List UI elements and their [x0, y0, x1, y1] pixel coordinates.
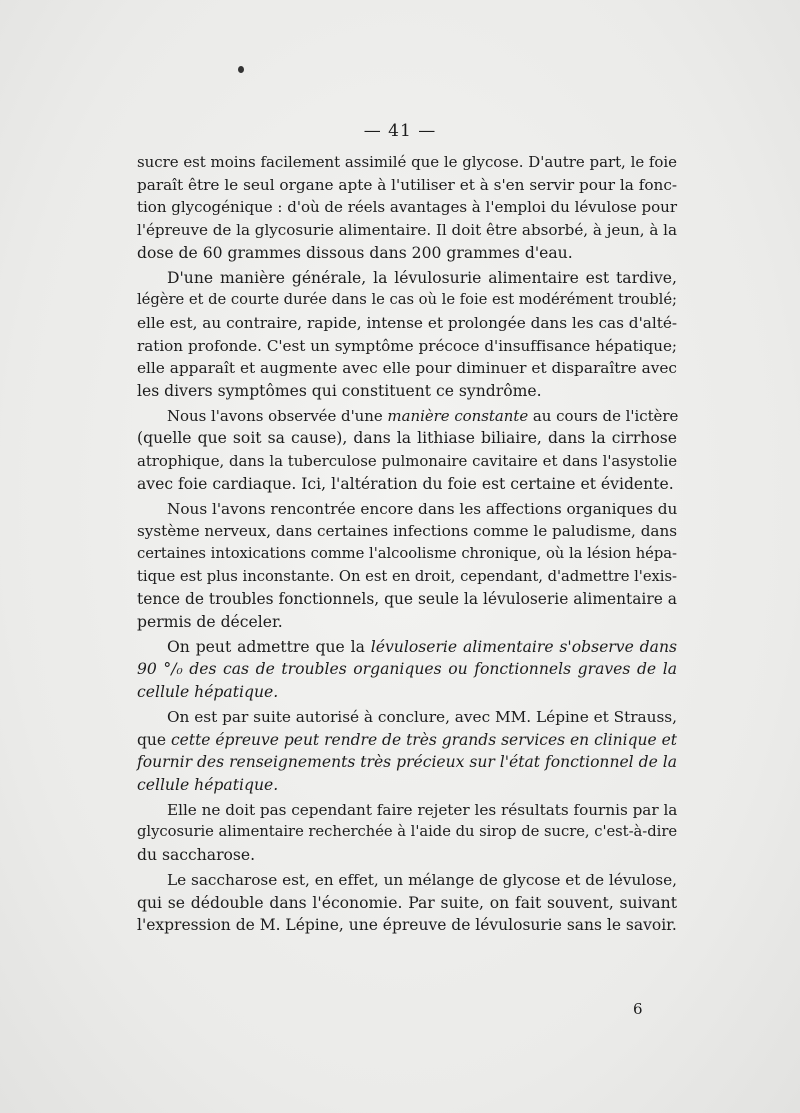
text-line: paraît être le seul organe apte à l'utiliser et à s'en servir pour la fonc-: [137, 175, 677, 194]
text-line: Le saccharose est, en effet, un mélange de glycose et de lévulose,: [167, 870, 677, 889]
emphasis-text: cellule hépatique.: [137, 775, 279, 794]
paragraph-4: [137, 498, 677, 634]
emphasis-text: fournir des renseignements très précieux sur l'état fonctionnel de la: [137, 753, 677, 772]
paragraph-3: [137, 405, 677, 496]
text-run: que: [137, 730, 171, 749]
text-line: du saccharose.: [137, 846, 256, 865]
text-line: qui se dédouble dans l'économie. Par suite, on fait souvent, suivant: [137, 893, 677, 912]
text-line: légère et de courte durée dans le cas où le foie est modérément troublé;: [137, 291, 677, 309]
body-text: [137, 151, 677, 937]
text-line: permis de déceler.: [137, 613, 283, 632]
text-line: atrophique, dans la tuberculose pulmonaire cavitaire et dans l'asystolie: [137, 452, 677, 471]
text-line: Nous l'avons rencontrée encore dans les affections organiques du: [167, 499, 678, 518]
text-line: [137, 774, 677, 797]
ink-speck: [238, 66, 244, 73]
paragraph-5: [137, 636, 677, 704]
paragraph-2: [137, 267, 677, 403]
signature-mark: 6: [633, 1000, 643, 1018]
text-line: dose de 60 grammes dissous dans 200 grammes d'eau.: [137, 243, 573, 262]
text-line: glycosurie alimentaire recherchée à l'aide du sirop de sucre, c'est-à-dire: [137, 823, 678, 841]
text-line: [137, 729, 677, 752]
text-line: [137, 636, 677, 659]
text-line: avec foie cardiaque. Ici, l'altération du foie est certaine et évidente.: [137, 474, 674, 493]
paragraph-8: [137, 869, 677, 937]
text-run: On peut admettre que la: [167, 637, 371, 656]
text-line: Elle ne doit pas cependant faire rejeter les résultats fournis par la: [167, 800, 678, 819]
text-line: On est par suite autorisé à conclure, avec MM. Lépine et Strauss,: [167, 707, 677, 726]
text-line: (quelle que soit sa cause), dans la lithiase biliaire, dans la cirrhose: [137, 429, 677, 448]
emphasis-text: cellule hépatique.: [137, 683, 279, 702]
text-line: tique est plus inconstante. On est en droit, cependant, d'admettre l'exis-: [137, 567, 677, 585]
text-line: elle apparaît et augmente avec elle pour diminuer et disparaître avec: [137, 359, 677, 378]
text-line: [137, 405, 677, 428]
text-line: certaines intoxications comme l'alcoolisme chronique, où la lésion hépa-: [137, 544, 677, 562]
text-line: [137, 658, 677, 681]
text-line: tion glycogénique : d'où de réels avantages à l'emploi du lévulose pour: [137, 198, 677, 217]
text-line: D'une manière générale, la lévulosurie alimentaire est tardive,: [167, 268, 677, 287]
text-line: tence de troubles fonctionnels, que seule la lévuloserie alimentaire a: [137, 590, 677, 609]
emphasis-text: 90 °/₀ des cas de troubles organiques ou fonctionnels graves de la: [137, 660, 677, 679]
text-line: les divers symptômes qui constituent ce syndrôme.: [137, 382, 542, 401]
emphasis-text: lévuloserie alimentaire s'observe dans: [370, 637, 677, 656]
emphasis-text: cette épreuve peut rendre de très grands services en clinique et: [171, 730, 677, 749]
text-run: au cours de l'ictère: [528, 406, 679, 425]
text-line: sucre est moins facilement assimilé que le glycose. D'autre part, le foie: [137, 153, 677, 171]
emphasis-text: manière constante: [387, 406, 529, 425]
text-line: l'épreuve de la glycosurie alimentaire. Il doit être absorbé, à jeun, à la: [137, 221, 677, 240]
page-number: — 41 —: [363, 121, 437, 141]
text-line: [137, 751, 677, 774]
text-line: l'expression de M. Lépine, une épreuve de lévulosurie sans le savoir.: [137, 916, 677, 935]
paragraph-7: [137, 799, 677, 867]
text-line: [137, 681, 677, 704]
paragraph-6: [137, 706, 677, 797]
text-line: ration profonde. C'est un symptôme précoce d'insuffisance hépatique;: [137, 336, 677, 355]
text-line: système nerveux, dans certaines infections comme le paludisme, dans: [137, 522, 677, 541]
text-run: Nous l'avons observée d'une: [167, 406, 388, 425]
text-line: elle est, au contraire, rapide, intense et prolongée dans les cas d'alté-: [137, 313, 677, 332]
paragraph-1: [137, 151, 677, 265]
